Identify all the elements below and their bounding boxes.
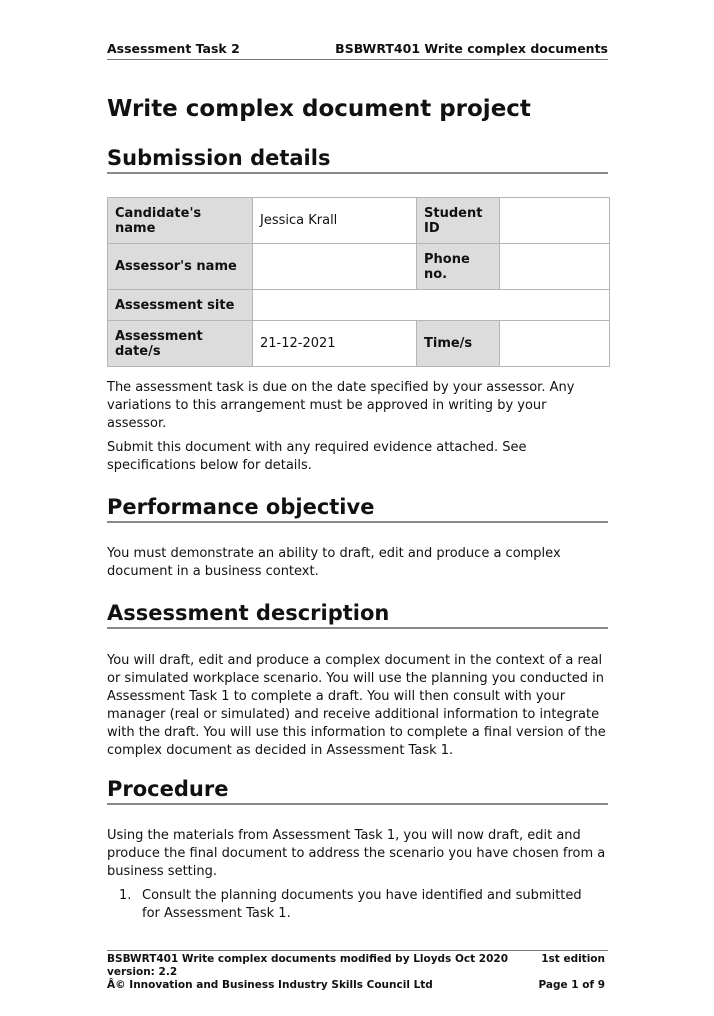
header-unit: BSBWRT401 Write complex documents	[335, 41, 608, 56]
table-row	[108, 244, 610, 290]
header-task: Assessment Task 2	[107, 41, 240, 56]
footer-edition: 1st edition	[541, 953, 605, 965]
performance-heading: Performance objective	[107, 495, 608, 523]
list-item-number: 1.	[119, 888, 132, 903]
page-header	[107, 41, 608, 60]
procedure-heading: Procedure	[107, 777, 608, 805]
phone-label: Phone no.	[417, 244, 500, 290]
student-id-value[interactable]	[500, 198, 610, 244]
page-footer	[107, 950, 608, 992]
assessor-name-label: Assessor's name	[108, 244, 253, 290]
submission-table	[107, 197, 610, 367]
phone-value[interactable]	[500, 244, 610, 290]
footer-copyright: Â© Innovation and Business Industry Skills Council Ltd	[107, 979, 433, 991]
candidate-name-value[interactable]: Jessica Krall	[253, 198, 417, 244]
performance-paragraph: You must demonstrate an ability to draft, edit and produce a complex document in a business context.	[107, 546, 561, 579]
table-row	[108, 198, 610, 244]
assessment-site-value[interactable]	[253, 290, 610, 321]
description-heading: Assessment description	[107, 601, 608, 629]
candidate-name-label: Candidate's name	[108, 198, 253, 244]
due-date-paragraph: The assessment task is due on the date specified by your assessor. Any variations to this arrangement must be approved in writing by your assessor.	[107, 380, 575, 431]
time-label: Time/s	[417, 321, 500, 367]
time-value[interactable]	[500, 321, 610, 367]
list-item-text: Consult the planning documents you have identified and submitted for Assessment Task 1.	[142, 888, 582, 921]
footer-page-number: Page 1 of 9	[538, 979, 605, 991]
footer-unit-info: BSBWRT401 Write complex documents modified by Lloyds Oct 2020	[107, 953, 509, 965]
assessor-name-value[interactable]	[253, 244, 417, 290]
submit-paragraph: Submit this document with any required evidence attached. See specifications below for details.	[107, 440, 527, 473]
assessment-site-label: Assessment site	[108, 290, 253, 321]
document-title: Write complex document project	[107, 96, 531, 122]
description-paragraph: You will draft, edit and produce a complex document in the context of a real or simulated workplace scenario. You will use the planning you conducted in Assessment Task 1 to complete a draft. You will then consult with your manager (real or simulated) and receive additional information to integrate with the draft. You will use this information to complete a final version of the complex document as decided in Assessment Task 1.	[107, 653, 606, 758]
submission-heading: Submission details	[107, 146, 608, 174]
assessment-date-label: Assessment date/s	[108, 321, 253, 367]
assessment-date-value[interactable]: 21-12-2021	[253, 321, 417, 367]
table-row	[108, 321, 610, 367]
footer-version: version: 2.2	[107, 966, 178, 978]
procedure-paragraph: Using the materials from Assessment Task 1, you will now draft, edit and produce the final document to address the scenario you have chosen from a business setting.	[107, 828, 606, 879]
student-id-label: Student ID	[417, 198, 500, 244]
table-row	[108, 290, 610, 321]
